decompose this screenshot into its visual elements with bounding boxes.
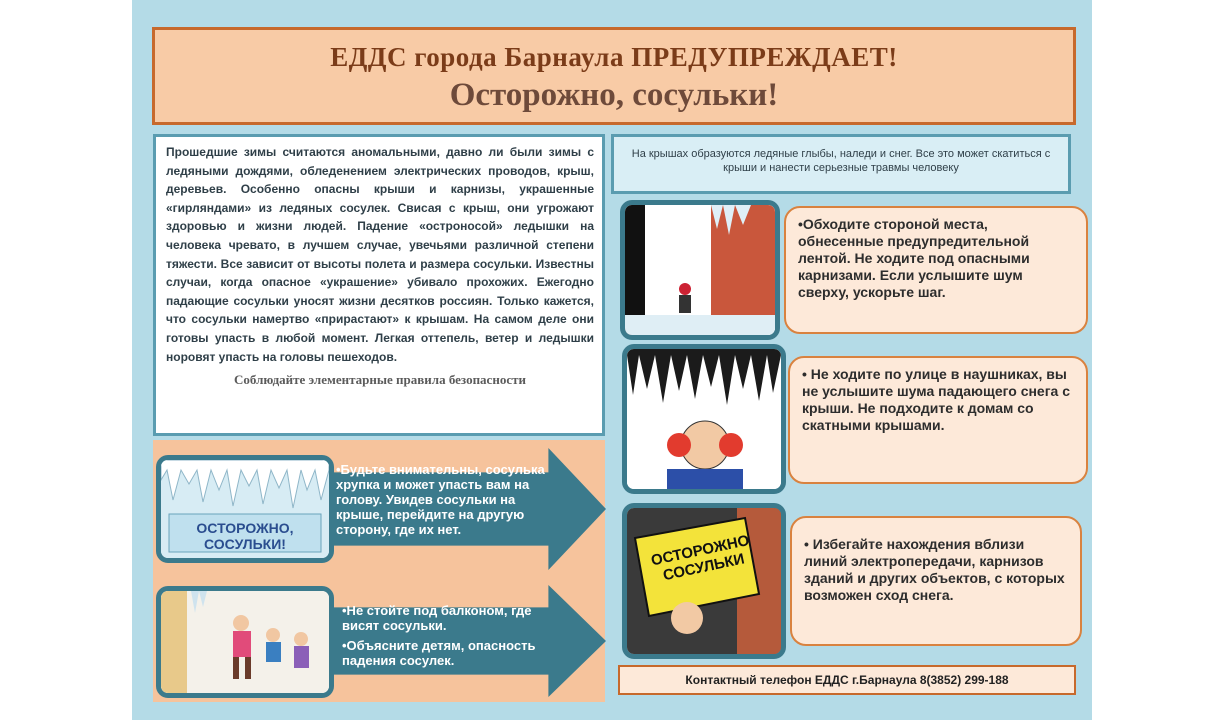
tip-text-2b: •Объясните детям, опасность падения сосулек. (342, 638, 536, 668)
girl-with-headphones-icon (627, 349, 781, 489)
tip-card-1: •Обходите стороной места, обнесенные предупредительной лентой. Не ходите под опасными карнизами. Если услышите шум сверху, ускорьте шаг. (784, 206, 1088, 334)
icicles-warning-picture (156, 455, 334, 563)
tip-card-2: • Не ходите по улице в наушниках, вы не услышите шума падающего снега с крыши. Не подходите к домам со скатными крышами. (788, 356, 1088, 484)
warning-sign-picture (622, 503, 786, 659)
tip-text-2a: •Не стойте под балконом, где висят сосульки. (342, 603, 532, 633)
page-title: ЕДДС города Барнаула ПРЕДУПРЕЖДАЕТ! (330, 42, 898, 72)
tip-card-3: • Избегайте нахождения вблизи линий электропередачи, карнизов зданий и других объектов, с которых возможен сход снега. (790, 516, 1082, 646)
intro-text: Прошедшие зимы считаются аномальными, давно ли были зимы с ледяными дождями, обледенением электрических проводов, крыш, деревьев. Особенно опасны крыши и карнизы, украшенные «гирляндами» из ледяных сосулек. Свисая с крыш, они угрожают здоровью и жизни людей. Падение «остроносой» ледышки на человека чревато, в лучшем случае, увечьями различной степени тяжести. Все зависит от высоты полета и размера сосульки. Известны случаи, когда опасное «украшение» убивало прохожих. Ежегодно падающие сосульки уносят жизни десятков россиян. Только кажется, что сосульки намертво «прирастают» к крышам. На самом деле они готовы упасть в любой момент. Легкая оттепель, ветер и ледышки норовят упасть на головы пешеходов. (166, 145, 594, 364)
tip-text-1: •Будьте внимательны, сосулька хрупка и может упасть вам на голову. Увидев сосульки на крыше, перейдите на другую сторону, где их нет. (336, 462, 545, 537)
header-banner (152, 27, 1076, 125)
contact-phone: Контактный телефон ЕДДС г.Барнаула 8(3852) 299-188 (618, 665, 1076, 695)
icicle-building-icon (625, 205, 775, 335)
page-subtitle: Осторожно, сосульки! (449, 77, 779, 113)
safety-rules-caption: Соблюдайте элементарные правила безопасности (234, 372, 526, 388)
children-under-balcony-icon (161, 591, 329, 693)
icicles-picture-caption: ОСТОРОЖНО, СОСУЛЬКИ! (196, 520, 294, 552)
roof-warning-note: На крышах образуются ледяные глыбы, наледи и снег. Все это может скатиться с крыши и нанести серьезные травмы человеку (611, 134, 1071, 194)
girl-headphones-picture (622, 344, 786, 494)
warning-sign-text: ОСТОРОЖНО СОСУЛЬКИ (649, 531, 751, 585)
intro-panel (153, 134, 605, 436)
building-pedestrian-picture (620, 200, 780, 340)
children-balcony-picture (156, 586, 334, 698)
